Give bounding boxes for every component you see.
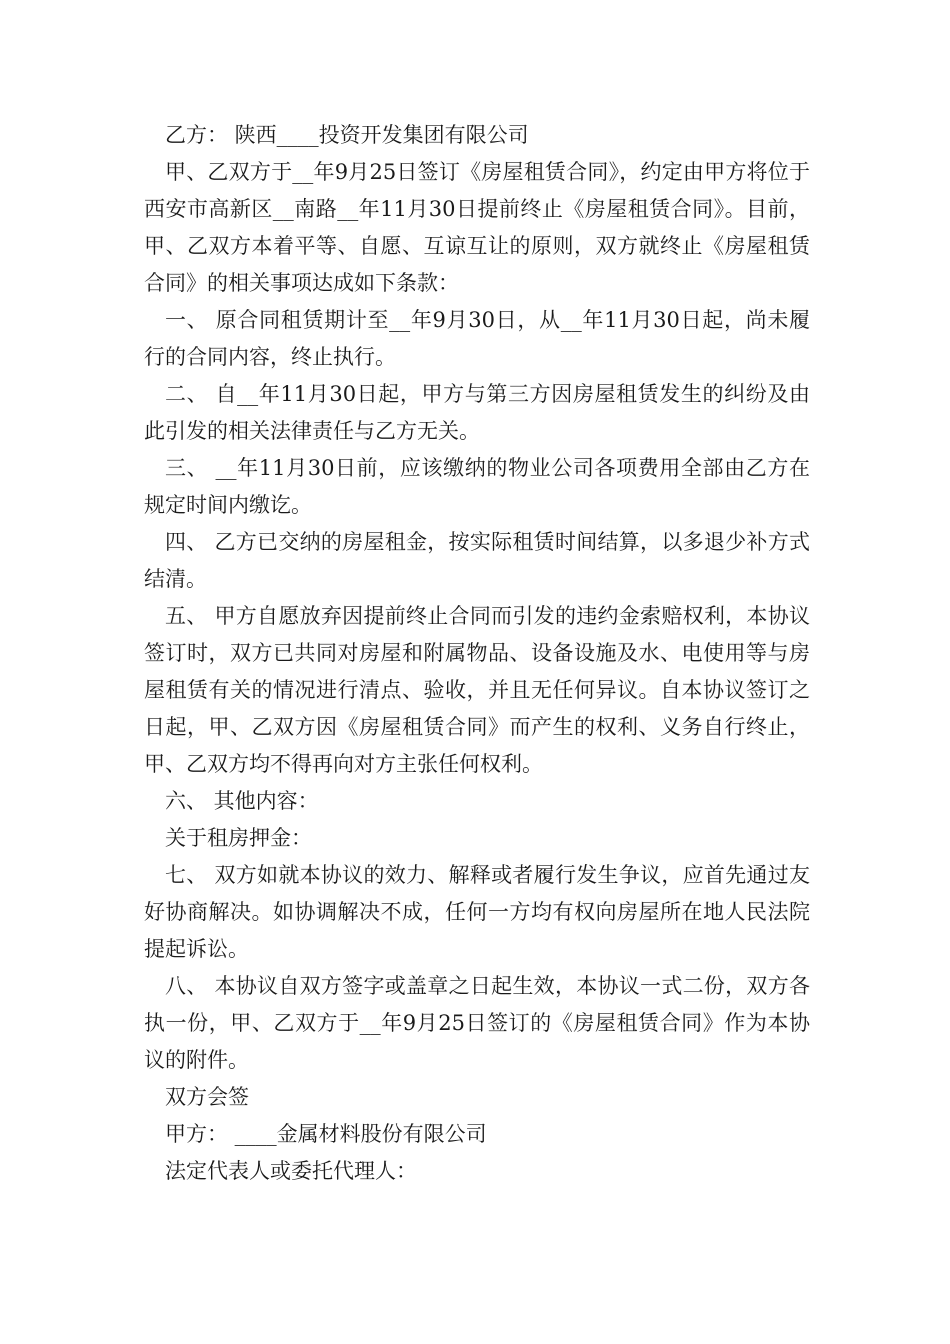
clause-7: 七、 双方如就本协议的效力、解释或者履行发生争议，应首先通过友好协商解决。如协调解决不成，任何一方均有权向房屋所在地人民法院提起诉讼。 xyxy=(144,863,810,961)
clause-6: 六、 其他内容： xyxy=(165,789,319,813)
joint-signature-heading: 双方会签 xyxy=(165,1085,249,1109)
clause-5: 五、 甲方自愿放弃因提前终止合同而引发的违约金索赔权利，本协议签订时，双方已共同对房屋和附属物品、设备设施及水、电使用等与房屋租赁有关的情况进行清点、验收，并且无任何异议。自本协议签订之日起，甲、乙双方因《房屋租赁合同》而产生的权利、义务自行终止，甲、乙双方均不得再向对方主张任何权利。 xyxy=(144,604,810,776)
clause-8: 八、 本协议自双方签字或盖章之日起生效，本协议一式二份，双方各执一份，甲、乙双方于__年9月25日签订的《房屋租赁合同》作为本协议的附件。 xyxy=(144,974,810,1072)
document-body xyxy=(144,117,810,1190)
deposit-line: 关于租房押金： xyxy=(165,826,312,850)
clause-4: 四、 乙方已交纳的房屋租金，按实际租赁时间结算，以多退少补方式结清。 xyxy=(144,530,810,591)
party-b-line: 乙方： 陕西____投资开发集团有限公司 xyxy=(165,123,529,147)
party-a-line: 甲方： ____金属材料股份有限公司 xyxy=(165,1122,487,1146)
representative-line: 法定代表人或委托代理人： xyxy=(165,1159,417,1183)
clause-2: 二、 自__年11月30日起，甲方与第三方因房屋租赁发生的纠纷及由此引发的相关法律责任与乙方无关。 xyxy=(144,382,810,443)
clause-1: 一、 原合同租赁期计至__年9月30日，从__年11月30日起，尚未履行的合同内容，终止执行。 xyxy=(144,308,810,369)
clause-3: 三、 __年11月30日前，应该缴纳的物业公司各项费用全部由乙方在规定时间内缴讫。 xyxy=(144,456,810,517)
preamble-paragraph: 甲、乙双方于__年9月25日签订《房屋租赁合同》，约定由甲方将位于西安市高新区__南路__年11月30日提前终止《房屋租赁合同》。目前，甲、乙双方本着平等、自愿、互谅互让的原则，双方就终止《房屋租赁合同》的相关事项达成如下条款： xyxy=(144,160,810,295)
